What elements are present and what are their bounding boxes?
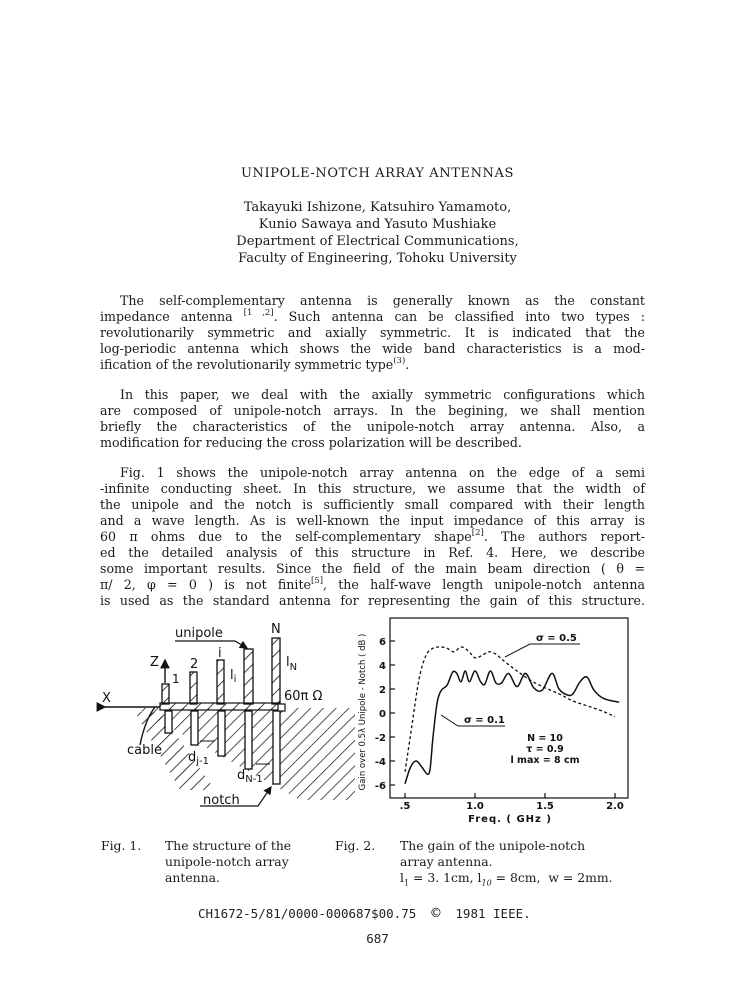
y-tick-label: -2 bbox=[374, 733, 386, 744]
text-line: In this paper, we deal with the axially symmetric configurations which bbox=[120, 387, 645, 402]
y-tick-label: 6 bbox=[379, 637, 386, 648]
label-notch: notch bbox=[203, 793, 240, 808]
text-fragment: , the half-wave length unipole-notch antenna bbox=[323, 577, 645, 592]
text-line: is used as the standard antenna for representing the gain of this structure. bbox=[100, 593, 645, 608]
text-line: The self-complementary antenna is generally known as the constant bbox=[120, 293, 645, 308]
y-tick-label: 2 bbox=[379, 685, 386, 696]
caption-line: array antenna. bbox=[400, 854, 493, 869]
copyright-line bbox=[198, 904, 531, 922]
paragraph-intro bbox=[100, 293, 645, 373]
publication-code: CH1672-5/81/0000-000687$00.75 bbox=[198, 906, 417, 921]
text-line bbox=[100, 357, 645, 373]
caption-line: antenna. bbox=[165, 870, 220, 885]
x-tick-label: 1.5 bbox=[536, 801, 554, 812]
x-tick-label: 1.0 bbox=[466, 801, 484, 812]
param-l1: l bbox=[400, 870, 404, 885]
text-line: Fig. 1 shows the unipole-notch array antenna on the edge of a semi bbox=[120, 465, 645, 480]
unipole-pointer bbox=[175, 641, 247, 648]
label-l-n: $l_N$ bbox=[286, 655, 298, 673]
figure-1-diagram bbox=[95, 615, 355, 815]
label-x: X bbox=[102, 691, 111, 706]
text-line: briefly the characteristics of the unipole-notch array antenna. Also, a bbox=[100, 419, 645, 434]
text-line: are composed of unipole-notch arrays. In the begining, we shall mention bbox=[100, 403, 645, 418]
y-tick-label: -4 bbox=[374, 757, 386, 768]
label-d-n: $d_{N-1}$ bbox=[237, 768, 263, 785]
y-tick-label: 0 bbox=[379, 709, 386, 720]
label-sigma-0-1: σ = 0.1 bbox=[464, 715, 505, 726]
leader-sigma-0-5 bbox=[505, 644, 580, 657]
series-sigma-0-1-solid bbox=[405, 671, 619, 784]
annotation-n: N = 10 bbox=[527, 733, 563, 744]
y-tick-label: 4 bbox=[379, 661, 386, 672]
label-unipole: unipole bbox=[175, 626, 223, 641]
label-d-j: $d_{j-1}$ bbox=[188, 750, 210, 767]
label-index-i: i bbox=[218, 646, 222, 661]
copyright-symbol: © bbox=[431, 904, 441, 922]
text-line bbox=[100, 577, 645, 593]
text-line: -infinite conducting sheet. In this structure, we assume that the width of bbox=[100, 481, 645, 496]
author-line-1: Takayuki Ishizone, Katsuhiro Yamamoto, bbox=[243, 200, 512, 215]
param-width: w = 2mm. bbox=[548, 870, 613, 885]
caption-params bbox=[400, 870, 613, 891]
label-cable: cable bbox=[127, 743, 162, 758]
text-fragment: ification of the revolutionarily symmetric type bbox=[100, 357, 394, 372]
text-fragment: 60 π ohms due to the self-complementary shape bbox=[100, 529, 472, 544]
text-line: revolutionarily symmetric and axially symmetric. It is indicated that the bbox=[100, 325, 645, 340]
page-number: 687 bbox=[366, 931, 389, 946]
affiliation-line-2: Faculty of Engineering, Tohoku University bbox=[238, 251, 517, 266]
plot-frame bbox=[390, 618, 628, 798]
paper-title: UNIPOLE-NOTCH ARRAY ANTENNAS bbox=[240, 166, 515, 181]
annotation-tau: τ = 0.9 bbox=[526, 744, 564, 755]
paragraph-scope bbox=[100, 387, 645, 451]
paragraph-structure bbox=[100, 465, 645, 609]
feed-point bbox=[278, 704, 285, 711]
author-line-2: Kunio Sawaya and Yasuto Mushiake bbox=[258, 217, 497, 232]
param-l10-value: = 8cm, bbox=[491, 870, 541, 885]
label-n: N bbox=[271, 622, 281, 637]
citation: [1 ,2] bbox=[243, 308, 274, 318]
figure-1-caption bbox=[165, 838, 291, 886]
y-tick-label: -6 bbox=[374, 781, 386, 792]
text-line: and a wave length. As is well-known the input impedance of this array is bbox=[100, 513, 645, 528]
annotation-lmax: l max = 8 cm bbox=[510, 755, 580, 766]
citation: (3) bbox=[393, 356, 406, 366]
figure-2-caption-label: Fig. 2. bbox=[335, 838, 376, 853]
text-fragment: . bbox=[405, 357, 410, 372]
y-axis-label: Gain over 0.5λ Unipole - Notch ( dB ) bbox=[358, 633, 368, 791]
text-line: some important results. Since the field of the main beam direction ( θ = bbox=[100, 561, 645, 576]
figure-2-gain-chart bbox=[350, 615, 645, 830]
param-l1-sub: 1 bbox=[403, 878, 410, 888]
text-fragment: . Such antenna can be classified into two types : bbox=[273, 309, 646, 324]
figure-1-caption-label: Fig. 1. bbox=[101, 838, 142, 853]
caption-line: unipole-notch array bbox=[165, 854, 289, 869]
x-axis-label: Freq. ( GHz ) bbox=[468, 814, 552, 825]
label-sigma-0-5: σ = 0.5 bbox=[536, 633, 577, 644]
x-axis-ticks bbox=[400, 793, 624, 812]
param-l1-value: = 3. 1cm, bbox=[409, 870, 474, 885]
author-block bbox=[0, 199, 755, 267]
copyright-text: 1981 IEEE. bbox=[455, 906, 531, 921]
caption-line: The structure of the bbox=[165, 838, 292, 853]
x-tick-label: .5 bbox=[399, 801, 411, 812]
citation: [5] bbox=[310, 576, 324, 586]
text-line: the unipole and the notch is sufficiently small compared with their length bbox=[100, 497, 645, 512]
text-fragment: π/ 2, φ = 0 ) is not finite bbox=[100, 577, 311, 592]
text-fragment: impedance antenna bbox=[100, 309, 233, 324]
label-impedance: 60π Ω bbox=[284, 689, 323, 704]
label-l-i: $l_i$ bbox=[230, 668, 237, 685]
y-axis-ticks bbox=[375, 637, 395, 792]
text-line: log-periodic antenna which shows the wide band characteristics is a mod- bbox=[100, 341, 645, 356]
label-index-2: 2 bbox=[190, 657, 199, 672]
label-z: Z bbox=[150, 655, 159, 670]
label-index-1: 1 bbox=[172, 672, 180, 686]
param-l10: l bbox=[477, 870, 482, 885]
text-line: ed the detailed analysis of this structure in Ref. 4. Here, we describe bbox=[100, 545, 645, 560]
caption-line: The gain of the unipole-notch bbox=[400, 838, 586, 853]
text-line bbox=[100, 309, 645, 325]
affiliation-line-1: Department of Electrical Communications, bbox=[236, 234, 519, 249]
text-line bbox=[100, 529, 645, 545]
figure-2-caption bbox=[400, 838, 613, 891]
x-tick-label: 2.0 bbox=[606, 801, 624, 812]
param-l10-sub: 10 bbox=[481, 878, 492, 888]
text-line: modification for reducing the cross polarization will be described. bbox=[100, 435, 522, 450]
text-fragment: . The authors report- bbox=[483, 529, 645, 544]
citation: [2] bbox=[471, 528, 484, 538]
